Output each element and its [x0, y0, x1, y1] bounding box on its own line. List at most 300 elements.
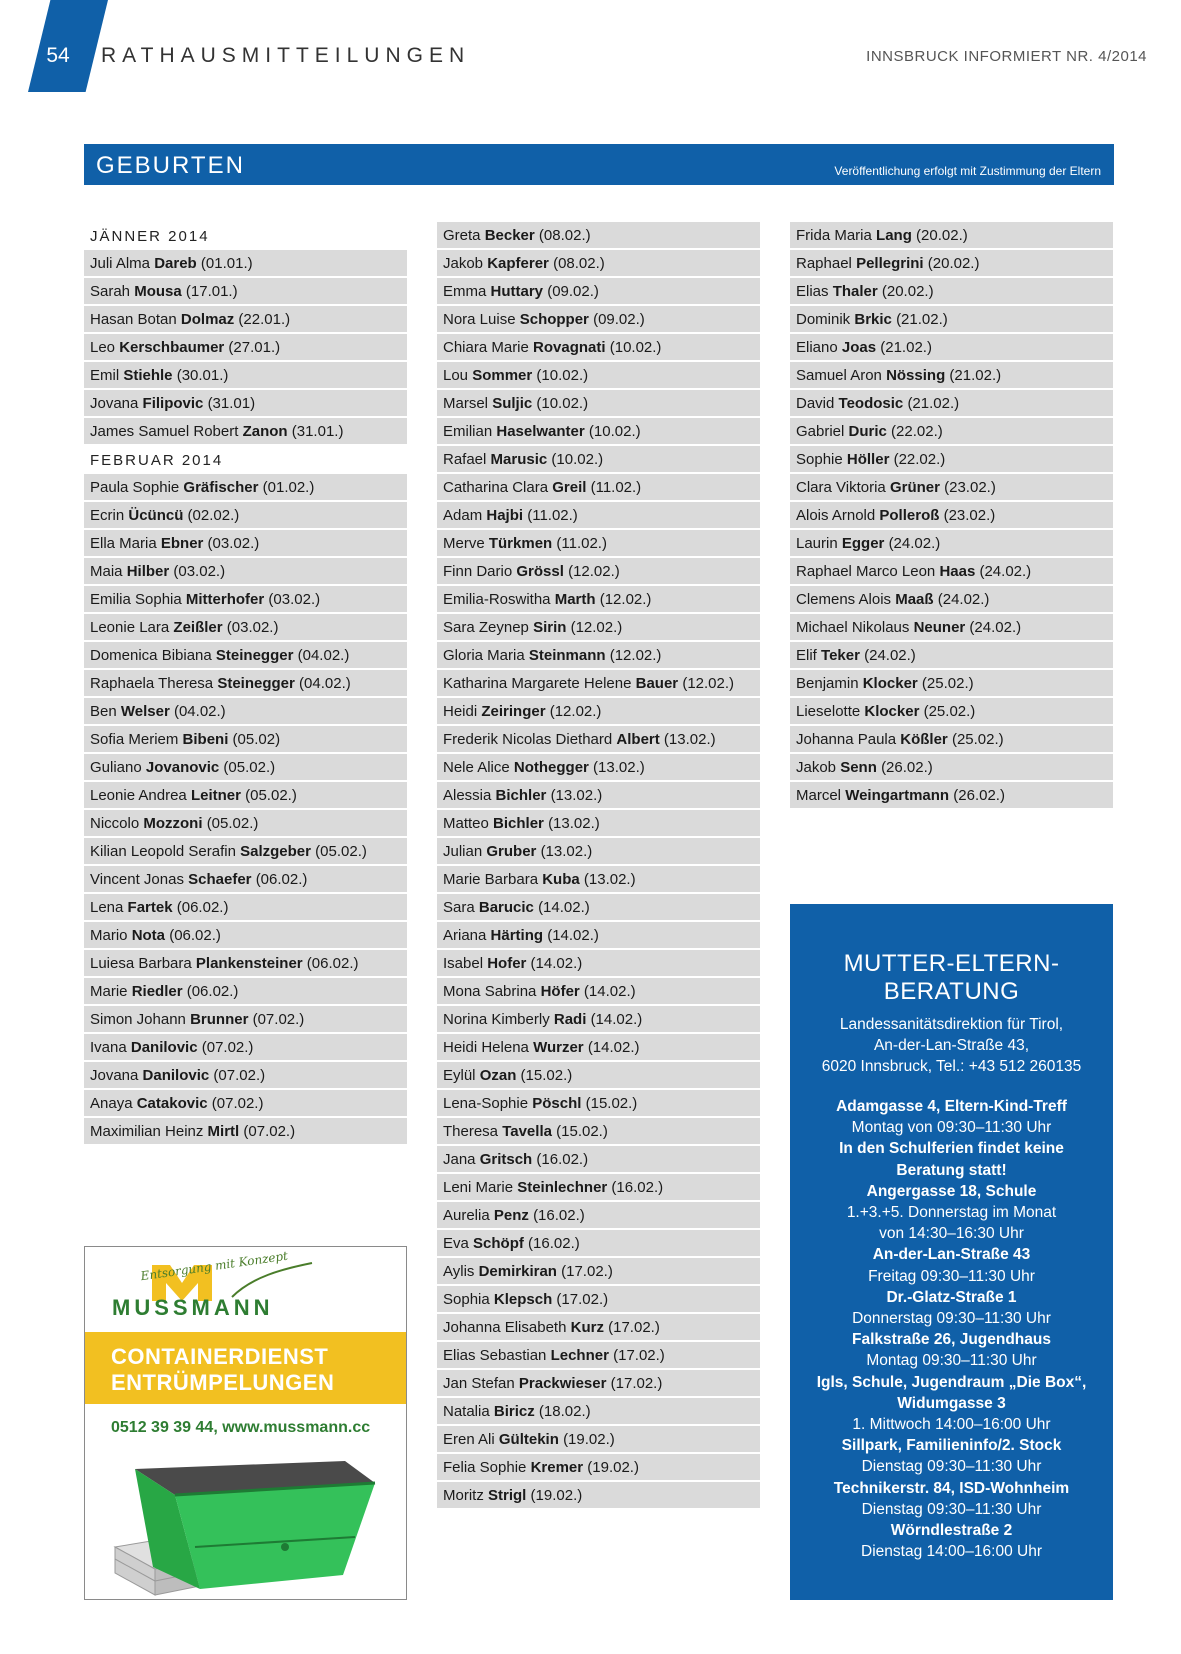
surname: Strigl — [488, 1487, 527, 1504]
birth-entry — [437, 698, 760, 726]
surname: Kremer — [530, 1459, 584, 1476]
birth-date: (07.02.) — [201, 1039, 254, 1056]
surname: Barucic — [478, 899, 534, 916]
birth-date: (14.02.) — [587, 1039, 640, 1056]
info-schedule — [790, 1096, 1113, 1562]
surname: Klepsch — [493, 1291, 553, 1308]
birth-date: (21.02.) — [949, 367, 1002, 384]
ad-slogan: Entsorgung mit Konzept — [139, 1248, 289, 1284]
schedule-time: Montag von 09:30–11:30 Uhr — [851, 1119, 1052, 1137]
birth-entry — [790, 334, 1113, 362]
first-names: Eva — [443, 1235, 469, 1252]
birth-date: (15.02.) — [556, 1123, 608, 1140]
first-names: Merve — [443, 535, 485, 552]
schedule-time: 1.+3.+5. Donnerstag im Monat — [846, 1204, 1057, 1222]
birth-date: (24.02.) — [937, 591, 990, 608]
birth-entry — [84, 810, 407, 838]
first-names: Ella Maria — [90, 535, 157, 552]
surname: Marth — [554, 591, 596, 608]
birth-entry — [84, 642, 407, 670]
births-banner — [84, 144, 1114, 185]
birth-entry — [437, 1006, 760, 1034]
issue-label: INNSBRUCK INFORMIERT NR. 4/2014 — [866, 48, 1147, 65]
surname: Zeißler — [173, 619, 223, 636]
birth-date: (09.02.) — [593, 311, 645, 328]
surname: Maaß — [895, 591, 934, 608]
first-names: Juli Alma — [90, 255, 151, 272]
birth-entry — [437, 1034, 760, 1062]
birth-entry — [437, 810, 760, 838]
birth-date: (31.01) — [207, 395, 256, 412]
surname: Dolmaz — [180, 311, 235, 328]
banner-note: Veröffentlichung erfolgt mit Zustimmung der Eltern — [834, 164, 1101, 178]
birth-date: (05.02.) — [206, 815, 259, 832]
surname: Klocker — [862, 675, 918, 692]
birth-entry — [790, 222, 1113, 250]
surname: Pöschl — [532, 1095, 582, 1112]
surname: Steinmann — [528, 647, 606, 664]
surname: Demirkiran — [478, 1263, 557, 1280]
first-names: Rafael — [443, 451, 487, 468]
surname: Penz — [493, 1207, 529, 1224]
birth-date: (12.02.) — [549, 703, 602, 720]
birth-entry — [84, 950, 407, 978]
ad-logo-text: MUSSMANN — [112, 1295, 274, 1320]
first-names: Theresa — [443, 1123, 499, 1140]
surname: Mousa — [134, 283, 182, 300]
birth-entry — [437, 1230, 760, 1258]
surname: Becker — [484, 227, 535, 244]
birth-entry — [437, 838, 760, 866]
first-names: Lieselotte — [796, 703, 861, 720]
ad-line-1: CONTAINERDIENST — [111, 1344, 329, 1369]
first-names: Gloria Maria — [443, 647, 525, 664]
first-names: Sarah — [90, 283, 131, 300]
birth-date: (06.02.) — [169, 927, 221, 944]
surname: Nota — [131, 927, 166, 944]
schedule-time: 1. Mittwoch 14:00–16:00 Uhr — [852, 1416, 1051, 1434]
first-names: Marcel — [796, 787, 842, 804]
schedule-location: In den Schulferien findet keine — [839, 1140, 1064, 1158]
schedule-location: Sillpark, Familieninfo/2. Stock — [841, 1437, 1062, 1455]
surname: Suljic — [492, 395, 533, 412]
birth-date: (20.02.) — [881, 283, 934, 300]
month-heading: FEBRUAR 2014 — [84, 446, 407, 474]
surname: Teker — [821, 647, 860, 664]
birth-date: (06.02.) — [176, 899, 229, 916]
birth-date: (16.02.) — [536, 1151, 589, 1168]
birth-date: (15.02.) — [520, 1067, 573, 1084]
birth-date: (17.02.) — [610, 1375, 663, 1392]
surname: Nössing — [886, 367, 946, 384]
surname: Hajbi — [486, 507, 524, 524]
schedule-location: An-der-Lan-Straße 43 — [872, 1246, 1031, 1264]
first-names: Leonie Lara — [90, 619, 170, 636]
birth-date: (17.02.) — [613, 1347, 665, 1364]
first-names: Michael Nikolaus — [796, 619, 910, 636]
birth-date: (03.02.) — [207, 535, 260, 552]
surname: Bichler — [495, 787, 547, 804]
surname: Sommer — [472, 367, 533, 384]
first-names: Alois Arnold — [796, 507, 876, 524]
birth-entry — [437, 390, 760, 418]
birth-entry — [790, 614, 1113, 642]
birth-entry — [790, 558, 1113, 586]
first-names: Finn Dario — [443, 563, 513, 580]
surname: Bauer — [635, 675, 679, 692]
birth-entry — [437, 502, 760, 530]
surname: Höfer — [540, 983, 580, 1000]
birth-date: (13.02.) — [550, 787, 603, 804]
birth-entry — [84, 894, 407, 922]
surname: Riedler — [131, 983, 183, 1000]
first-names: Frederik Nicolas Diethard — [443, 731, 613, 748]
first-names: Ariana — [443, 927, 487, 944]
first-names: Emilia Sophia — [90, 591, 182, 608]
first-names: Norina Kimberly — [443, 1011, 550, 1028]
birth-date: (14.02.) — [583, 983, 636, 1000]
birth-entry — [437, 1202, 760, 1230]
birth-date: (10.02.) — [536, 367, 589, 384]
first-names: Isabel — [443, 955, 484, 972]
first-names: Laurin — [796, 535, 838, 552]
first-names: Benjamin — [796, 675, 859, 692]
first-names: James Samuel Robert — [90, 423, 239, 440]
first-names: Gabriel — [796, 423, 845, 440]
first-names: Julian — [443, 843, 483, 860]
first-names: Ben — [90, 703, 117, 720]
birth-date: (22.01.) — [238, 311, 291, 328]
surname: Albert — [616, 731, 660, 748]
first-names: Jan Stefan — [443, 1375, 515, 1392]
first-names: Emma — [443, 283, 487, 300]
surname: Bichler — [493, 815, 544, 832]
birth-entry — [84, 250, 407, 278]
birth-entry — [790, 474, 1113, 502]
birth-entry — [437, 1398, 760, 1426]
birth-date: (24.02.) — [979, 563, 1032, 580]
surname: Gräfischer — [183, 479, 259, 496]
birth-entry — [437, 670, 760, 698]
birth-date: (11.02.) — [556, 535, 607, 552]
first-names: Lou — [443, 367, 469, 384]
birth-date: (03.02.) — [226, 619, 279, 636]
birth-entry — [790, 278, 1113, 306]
info-address-line: An-der-Lan-Straße 43, — [873, 1037, 1030, 1054]
first-names: Nele Alice — [443, 759, 510, 776]
birth-entry — [84, 1006, 407, 1034]
first-names: Jakob — [443, 255, 484, 272]
birth-entry — [790, 390, 1113, 418]
surname: Mozzoni — [143, 815, 203, 832]
schedule-time: Dienstag 14:00–16:00 Uhr — [861, 1543, 1042, 1561]
birth-entry — [437, 866, 760, 894]
schedule-location: Igls, Schule, Jugendraum „Die Box“, — [816, 1373, 1087, 1391]
birth-date: (01.01.) — [200, 255, 253, 272]
birth-entry — [84, 558, 407, 586]
birth-entry — [437, 642, 760, 670]
birth-date: (17.02.) — [561, 1263, 613, 1280]
birth-date: (20.02.) — [916, 227, 968, 244]
first-names: Sophie — [796, 451, 843, 468]
birth-date: (21.02.) — [907, 395, 960, 412]
birth-date: (23.02.) — [944, 479, 996, 496]
first-names: Felia Sophie — [443, 1459, 527, 1476]
birth-date: (09.02.) — [547, 283, 599, 300]
first-names: Adam — [443, 507, 483, 524]
surname: Brkic — [854, 311, 892, 328]
surname: Gültekin — [498, 1431, 559, 1448]
birth-entry — [437, 418, 760, 446]
birth-date: (19.02.) — [587, 1459, 639, 1476]
first-names: Johanna Elisabeth — [443, 1319, 567, 1336]
birth-entry — [437, 586, 760, 614]
first-names: Clemens Alois — [796, 591, 892, 608]
surname: Biricz — [493, 1403, 535, 1420]
surname: Steinlechner — [517, 1179, 608, 1196]
birth-entry — [437, 614, 760, 642]
first-names: Vincent Jonas — [90, 871, 184, 888]
birth-entry — [790, 782, 1113, 810]
birth-entry — [437, 250, 760, 278]
births-column-1 — [84, 222, 407, 1146]
birth-date: (21.02.) — [896, 311, 948, 328]
surname: Duric — [848, 423, 887, 440]
month-heading: JÄNNER 2014 — [84, 222, 407, 250]
info-title — [790, 950, 1113, 1006]
birth-entry — [84, 1118, 407, 1146]
birth-date: (07.02.) — [211, 1095, 264, 1112]
surname: Filipovic — [142, 395, 204, 412]
surname: Schaefer — [188, 871, 252, 888]
surname: Haas — [939, 563, 976, 580]
schedule-location: Technikerstr. 84, ISD-Wohnheim — [833, 1479, 1070, 1497]
first-names: Catharina Clara — [443, 479, 549, 496]
birth-entry — [437, 1426, 760, 1454]
birth-date: (25.02.) — [921, 675, 974, 692]
birth-date: (17.02.) — [608, 1319, 660, 1336]
surname: Härting — [490, 927, 544, 944]
first-names: Katharina Margarete Helene — [443, 675, 632, 692]
birth-date: (31.01.) — [291, 423, 344, 440]
birth-entry — [790, 726, 1113, 754]
birth-entry — [84, 1062, 407, 1090]
schedule-location: Wörndlestraße 2 — [890, 1522, 1013, 1540]
birth-entry — [437, 530, 760, 558]
birth-entry — [437, 362, 760, 390]
schedule-location: Widumgasse 3 — [897, 1394, 1006, 1412]
birth-date: (12.02.) — [568, 563, 620, 580]
birth-entry — [84, 362, 407, 390]
surname: Ücüncü — [128, 507, 184, 524]
birth-entry — [437, 278, 760, 306]
surname: Hilber — [126, 563, 170, 580]
surname: Marusic — [490, 451, 548, 468]
birth-date: (06.02.) — [186, 983, 239, 1000]
first-names: Emilian — [443, 423, 493, 440]
birth-entry — [437, 222, 760, 250]
birth-entry — [437, 782, 760, 810]
birth-date: (21.02.) — [880, 339, 932, 356]
first-names: Ivana — [90, 1039, 127, 1056]
first-names: Clara Viktoria — [796, 479, 886, 496]
birth-entry — [437, 446, 760, 474]
birth-entry — [84, 1090, 407, 1118]
first-names: Kilian Leopold Serafin — [90, 843, 236, 860]
schedule-time: Dienstag 09:30–11:30 Uhr — [861, 1458, 1042, 1476]
first-names: Alessia — [443, 787, 492, 804]
surname: Kerschbaumer — [119, 339, 225, 356]
birth-entry — [437, 922, 760, 950]
first-names: Sophia — [443, 1291, 490, 1308]
first-names: Jovana — [90, 395, 139, 412]
birth-entry — [437, 1174, 760, 1202]
birth-entry — [790, 362, 1113, 390]
surname: Jovanovic — [145, 759, 220, 776]
birth-entry — [437, 978, 760, 1006]
first-names: Greta — [443, 227, 481, 244]
birth-entry — [84, 922, 407, 950]
surname: Thaler — [832, 283, 878, 300]
birth-entry — [84, 306, 407, 334]
surname: Egger — [841, 535, 885, 552]
first-names: Nora Luise — [443, 311, 516, 328]
birth-date: (06.02.) — [306, 955, 359, 972]
birth-entry — [437, 1146, 760, 1174]
births-column-3 — [790, 222, 1113, 810]
schedule-time: Freitag 09:30–11:30 Uhr — [868, 1267, 1035, 1285]
birth-entry — [790, 530, 1113, 558]
birth-entry — [84, 586, 407, 614]
info-address — [790, 1014, 1113, 1077]
surname: Zanon — [242, 423, 288, 440]
first-names: Aurelia — [443, 1207, 490, 1224]
birth-entry — [790, 250, 1113, 278]
birth-date: (13.02.) — [540, 843, 593, 860]
birth-entry — [790, 586, 1113, 614]
surname: Leitner — [190, 787, 241, 804]
birth-entry — [84, 502, 407, 530]
schedule-time: Donnerstag 09:30–11:30 Uhr — [852, 1310, 1051, 1328]
schedule-time: Dienstag 09:30–11:30 Uhr — [861, 1500, 1042, 1518]
first-names: Emilia-Roswitha — [443, 591, 551, 608]
surname: Senn — [840, 759, 877, 776]
birth-date: (07.02.) — [252, 1011, 305, 1028]
surname: Fartek — [127, 899, 173, 916]
birth-date: (26.02.) — [881, 759, 933, 776]
birth-date: (12.02.) — [609, 647, 662, 664]
birth-date: (13.02.) — [663, 731, 716, 748]
birth-date: (19.02.) — [563, 1431, 615, 1448]
surname: Gruber — [486, 843, 537, 860]
first-names: Raphael — [796, 255, 852, 272]
schedule-time: Montag 09:30–11:30 Uhr — [866, 1352, 1037, 1370]
container-skip-icon — [105, 1447, 395, 1597]
birth-entry — [790, 502, 1113, 530]
birth-entry — [84, 670, 407, 698]
surname: Huttary — [490, 283, 544, 300]
birth-date: (14.02.) — [538, 899, 590, 916]
birth-date: (25.02.) — [923, 703, 976, 720]
birth-date: (22.02.) — [893, 451, 946, 468]
surname: Wurzer — [533, 1039, 584, 1056]
first-names: Raphaela Theresa — [90, 675, 214, 692]
surname: Weingartmann — [845, 787, 950, 804]
surname: Höller — [846, 451, 890, 468]
surname: Ebner — [160, 535, 204, 552]
first-names: Mario — [90, 927, 128, 944]
first-names: Marsel — [443, 395, 489, 412]
birth-entry — [437, 894, 760, 922]
birth-date: (13.02.) — [583, 871, 636, 888]
birth-entry — [437, 334, 760, 362]
birth-date: (06.02.) — [255, 871, 308, 888]
surname: Kurz — [570, 1319, 604, 1336]
birth-entry — [790, 670, 1113, 698]
birth-entry — [84, 698, 407, 726]
birth-date: (11.02.) — [590, 479, 642, 496]
birth-entry — [84, 334, 407, 362]
first-names: Dominik — [796, 311, 851, 328]
birth-entry — [437, 1118, 760, 1146]
birth-entry — [84, 726, 407, 754]
schedule-time: von 14:30–16:30 Uhr — [879, 1225, 1024, 1243]
surname: Kuba — [542, 871, 580, 888]
ad-contact: 0512 39 39 44, www.mussmann.cc — [111, 1419, 371, 1436]
surname: Klocker — [864, 703, 920, 720]
birth-entry — [790, 418, 1113, 446]
surname: Bibeni — [182, 731, 229, 748]
surname: Gritsch — [479, 1151, 533, 1168]
schedule-location: Adamgasse 4, Eltern-Kind-Treff — [836, 1098, 1067, 1115]
birth-entry — [790, 446, 1113, 474]
first-names: Maximilian Heinz — [90, 1123, 204, 1140]
first-names: David — [796, 395, 835, 412]
birth-date: (03.02.) — [268, 591, 321, 608]
birth-date: (04.02.) — [299, 675, 351, 692]
first-names: Moritz — [443, 1487, 484, 1504]
first-names: Hasan Botan — [90, 311, 177, 328]
surname: Tavella — [502, 1123, 552, 1140]
first-names: Sara — [443, 899, 475, 916]
first-names: Maia — [90, 563, 123, 580]
surname: Kapferer — [487, 255, 549, 272]
surname: Lechner — [550, 1347, 609, 1364]
first-names: Jakob — [796, 759, 837, 776]
surname: Mitterhofer — [185, 591, 265, 608]
birth-entry — [84, 278, 407, 306]
first-names: Eliano — [796, 339, 838, 356]
birth-date: (10.02.) — [588, 423, 641, 440]
surname: Sirin — [533, 619, 567, 636]
surname: Teodosic — [838, 395, 904, 412]
birth-date: (19.02.) — [530, 1487, 583, 1504]
birth-entry — [84, 782, 407, 810]
birth-date: (12.02.) — [570, 619, 623, 636]
birth-entry — [437, 754, 760, 782]
banner-title: GEBURTEN — [96, 152, 245, 179]
surname: Nothegger — [513, 759, 589, 776]
birth-entry — [790, 306, 1113, 334]
birth-entry — [437, 1062, 760, 1090]
first-names: Frida Maria — [796, 227, 872, 244]
section-title: RATHAUSMITTEILUNGEN — [101, 44, 471, 67]
surname: Salzgeber — [240, 843, 311, 860]
birth-date: (12.02.) — [682, 675, 735, 692]
birth-entry — [84, 418, 407, 446]
first-names: Samuel Aron — [796, 367, 882, 384]
birth-date: (05.02) — [232, 731, 281, 748]
